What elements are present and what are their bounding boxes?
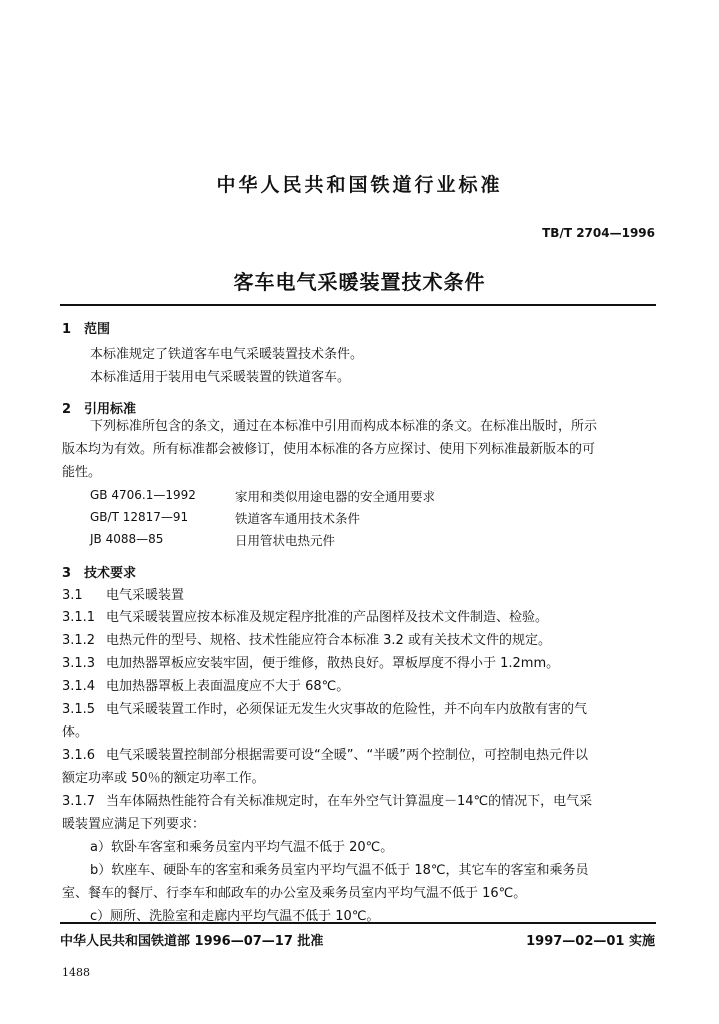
section-1-paragraph-2: 本标准适用于装用电气采暖装置的铁道客车。	[90, 370, 351, 385]
standard-number: TB/T 2704—1996	[542, 226, 655, 240]
clause-3-1-2: 3.1.2 电热元件的型号、规格、技术性能应符合本标准 3.2 或有关技术文件的规定。	[62, 633, 551, 648]
reference-code: GB 4706.1—1992	[90, 488, 196, 502]
reference-code: GB/T 12817—91	[90, 510, 189, 524]
clause-3-1-5-line-2: 体。	[62, 725, 89, 740]
section-3-heading: 3 技术要求	[62, 566, 137, 581]
section-2-text-line-3: 能性。	[62, 465, 102, 480]
clause-3-1-1: 3.1.1 电气采暖装置应按本标准及规定程序批准的产品图样及技术文件制造、检验。	[62, 610, 549, 625]
page-number: 1488	[62, 966, 90, 979]
issued-by-date: 中华人民共和国铁道部 1996—07—17 批准	[60, 934, 324, 949]
clause-3-1-7-line-2: 暖装置应满足下列要求：	[62, 817, 206, 832]
clause-3-1-4: 3.1.4 电加热器罩板上表面温度应不大于 68℃。	[62, 679, 350, 694]
clause-3-1-5-line-1: 3.1.5 电气采暖装置工作时，必须保证无发生火灾事故的危险性，并不向车内放散有害的气	[62, 702, 588, 717]
section-2-text-line-2: 版本均为有效。所有标准都会被修订，使用本标准的各方应探讨、使用下列标准最新版本的可	[62, 442, 596, 457]
sub-item-c: c）厕所、洗脸室和走廊内平均气温不低于 10℃。	[90, 909, 380, 924]
reference-code: JB 4088—85	[90, 532, 164, 546]
sub-item-a: a）软卧车客室和乘务员室内平均气温不低于 20℃。	[90, 840, 394, 855]
section-2-text-line-1: 下列标准所包含的条文，通过在本标准中引用而构成本标准的条文。在标准出版时，所示	[90, 419, 598, 434]
sub-item-b-line-1: b）软座车、硬卧车的客室和乘务员室内平均气温不低于 18℃，其它车的客室和乘务员	[90, 863, 589, 878]
top-divider	[60, 304, 656, 306]
clause-3-1-3: 3.1.3 电加热器罩板应安装牢固，便于维修，散热良好。罩板厚度不得小于 1.2mm。	[62, 656, 560, 671]
clause-3-1-6-line-1: 3.1.6 电气采暖装置控制部分根据需要可设“全暖”、“半暖”两个控制位，可控制电热元件以	[62, 748, 588, 763]
effective-date: 1997—02—01 实施	[526, 934, 655, 949]
clause-3-1-6-line-2: 额定功率或 50％的额定功率工作。	[62, 771, 265, 786]
document-title: 客车电气采暖装置技术条件	[233, 270, 486, 294]
section-3-1-heading: 3.1 电气采暖装置	[62, 588, 185, 603]
section-2-heading: 2 引用标准	[62, 402, 137, 417]
section-1-heading: 1 范围	[62, 322, 111, 337]
section-1-paragraph-1: 本标准规定了铁道客车电气采暖装置技术条件。	[90, 347, 364, 362]
reference-title: 日用管状电热元件	[235, 533, 336, 548]
bottom-divider	[60, 922, 656, 924]
clause-3-1-7-line-1: 3.1.7 当车体隔热性能符合有关标准规定时，在车外空气计算温度－14℃的情况下，电气采	[62, 794, 593, 809]
reference-title: 铁道客车通用技术条件	[235, 511, 361, 526]
reference-title: 家用和类似用途电器的安全通用要求	[235, 489, 436, 504]
sub-item-b-line-2: 室、餐车的餐厅、行李车和邮政车的办公室及乘务员室内平均气温不低于 16℃。	[62, 886, 527, 901]
org-title: 中华人民共和国铁道行业标准	[216, 174, 503, 196]
